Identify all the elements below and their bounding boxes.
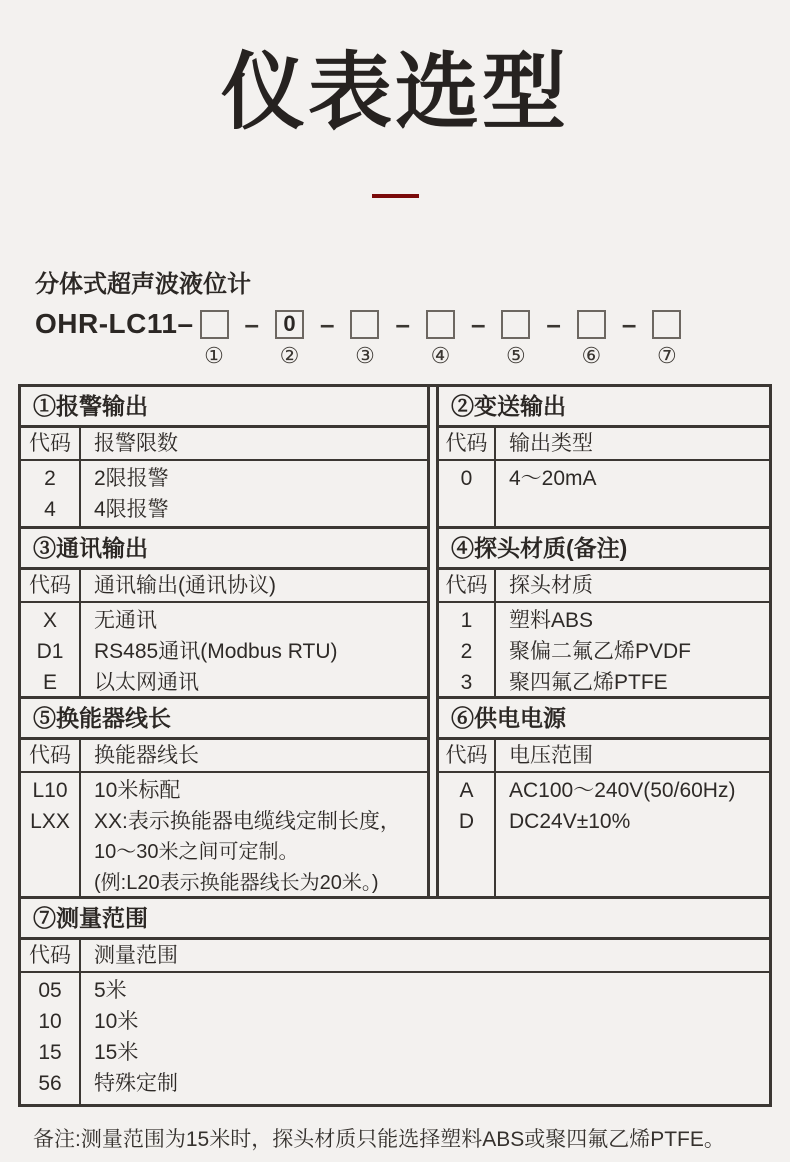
model-segment-5 [501, 310, 530, 368]
section-title: ②变送输出 [439, 387, 769, 428]
product-name: 分体式超声波液位计 [35, 271, 251, 298]
section-measurement-range [21, 896, 769, 1104]
desc-value: 以太网通讯 [94, 671, 199, 694]
section-data [439, 773, 769, 896]
desc-value: 4限报警 [94, 498, 169, 521]
desc-value: DC24V±10% [509, 810, 631, 833]
model-box-7 [652, 310, 681, 339]
section-probe-material [439, 526, 769, 696]
desc-value: RS485通讯(Modbus RTU) [94, 640, 338, 663]
desc-value: 聚四氟乙烯PTFE [509, 671, 668, 694]
code-column [439, 773, 496, 896]
desc-header: 换能器线长 [94, 744, 199, 767]
code-value: 56 [38, 1072, 62, 1095]
dash-separator: – [244, 308, 260, 339]
segment-marker-5: ⑤ [506, 342, 526, 368]
desc-column [496, 603, 769, 696]
section-alarm-output [21, 387, 427, 526]
desc-value: 15米 [94, 1041, 139, 1064]
table-header [439, 570, 769, 603]
model-segment-2 [275, 310, 304, 368]
model-box-4 [426, 310, 455, 339]
table-header [21, 740, 427, 773]
desc-column [81, 973, 769, 1104]
section-transmission-output [439, 387, 769, 526]
desc-value: 5米 [94, 979, 127, 1002]
section-data [439, 603, 769, 696]
section-power-supply [439, 696, 769, 896]
dash-separator: – [470, 308, 486, 339]
dash-separator: – [320, 308, 335, 339]
code-column [21, 603, 81, 696]
code-value: LXX [30, 810, 70, 833]
dash-separator: – [621, 308, 637, 339]
desc-column [81, 603, 427, 696]
code-value: 0 [460, 467, 473, 490]
segment-marker-2: ② [279, 342, 300, 368]
desc-header: 电压范围 [509, 744, 593, 767]
model-box-3 [350, 310, 379, 339]
segment-marker-6: ⑥ [581, 342, 602, 368]
model-prefix: OHR-LC11– [35, 308, 194, 339]
section-data [21, 603, 427, 696]
table-header [21, 428, 427, 461]
model-segment-3 [350, 310, 379, 368]
table-column-left [21, 387, 430, 896]
code-value: 2 [44, 467, 56, 490]
code-value: 4 [44, 498, 56, 521]
code-column [21, 461, 81, 526]
code-column [21, 973, 81, 1104]
model-segment-6 [577, 310, 606, 368]
desc-column [496, 461, 769, 526]
desc-value: 塑料ABS [509, 609, 594, 632]
section-title: ③通讯输出 [21, 526, 427, 570]
desc-header: 探头材质 [509, 574, 593, 597]
section-data [439, 461, 769, 526]
section-data [21, 973, 769, 1104]
table-columns [21, 387, 769, 896]
desc-column [81, 773, 427, 896]
section-title: ④探头材质(备注) [439, 526, 769, 570]
dash-separator: – [546, 308, 561, 339]
code-value: A [459, 779, 474, 802]
model-line [35, 307, 790, 368]
section-title: ⑦测量范围 [21, 896, 769, 940]
code-value: 10 [38, 1010, 62, 1033]
segment-marker-3: ③ [355, 342, 375, 368]
code-value: D1 [36, 640, 64, 663]
code-value: 15 [38, 1041, 62, 1064]
model-code-line [35, 307, 790, 371]
code-column [439, 461, 496, 526]
code-column [21, 773, 81, 896]
code-value: 3 [460, 671, 473, 694]
code-value: L10 [32, 779, 68, 802]
desc-header: 通讯输出(通讯协议) [94, 574, 276, 597]
desc-value: 聚偏二氟乙烯PVDF [509, 640, 692, 663]
title-divider [372, 194, 419, 198]
section-data [21, 773, 427, 896]
desc-value: (例:L20表示换能器线长为20米。) [94, 872, 379, 894]
code-value: E [42, 671, 57, 694]
code-header: 代码 [439, 428, 496, 459]
desc-header: 报警限数 [94, 432, 178, 455]
model-box-2: 0 [275, 310, 304, 339]
code-header: 代码 [21, 940, 81, 971]
code-header: 代码 [439, 740, 496, 771]
section-title: ①报警输出 [21, 387, 427, 428]
code-value: 1 [460, 609, 473, 632]
desc-column [81, 461, 427, 526]
code-header: 代码 [21, 428, 81, 459]
model-segment-7 [652, 310, 681, 368]
segment-marker-4: ④ [430, 342, 451, 368]
model-segment-4 [426, 310, 455, 368]
table-column-right [436, 387, 769, 896]
model-box-5 [501, 310, 530, 339]
desc-header: 测量范围 [94, 944, 178, 967]
section-data [21, 461, 427, 526]
desc-value: 4～20mA [509, 467, 597, 490]
segment-marker-7: ⑦ [656, 342, 677, 368]
model-box-1 [200, 310, 229, 339]
table-header [439, 428, 769, 461]
footnote: 备注:测量范围为15米时，探头材质只能选择塑料ABS或聚四氟乙烯PTFE。 [33, 1128, 725, 1151]
table-header [21, 570, 427, 603]
desc-value: 10米标配 [94, 779, 181, 802]
code-value: X [42, 609, 57, 632]
desc-value: 无通讯 [94, 609, 157, 632]
code-value: 2 [460, 640, 473, 663]
desc-value: 2限报警 [94, 467, 169, 490]
dash-separator: – [395, 308, 410, 339]
code-value: D [458, 810, 475, 833]
code-header: 代码 [21, 570, 81, 601]
desc-value: 特殊定制 [94, 1072, 178, 1095]
section-transducer-cable-length [21, 696, 427, 896]
section-communication-output [21, 526, 427, 696]
model-box-6 [577, 310, 606, 339]
desc-value: 10米 [94, 1010, 139, 1033]
desc-header: 输出类型 [509, 432, 593, 455]
section-title: ⑤换能器线长 [21, 696, 427, 740]
code-value: 05 [38, 979, 62, 1002]
desc-value: XX:表示换能器电缆线定制长度， [94, 810, 401, 833]
page-title: 仪表选型 [220, 45, 569, 139]
selection-table [18, 384, 772, 1107]
code-header: 代码 [439, 570, 496, 601]
table-header [439, 740, 769, 773]
desc-value: AC100～240V(50/60Hz) [509, 779, 736, 802]
table-header [21, 940, 769, 973]
desc-value: 10～30米之间可定制。 [94, 841, 299, 863]
segment-marker-1: ① [204, 342, 224, 368]
code-header: 代码 [21, 740, 81, 771]
model-segment-1 [200, 310, 229, 368]
section-title: ⑥供电电源 [439, 696, 769, 740]
desc-column [496, 773, 769, 896]
code-column [439, 603, 496, 696]
